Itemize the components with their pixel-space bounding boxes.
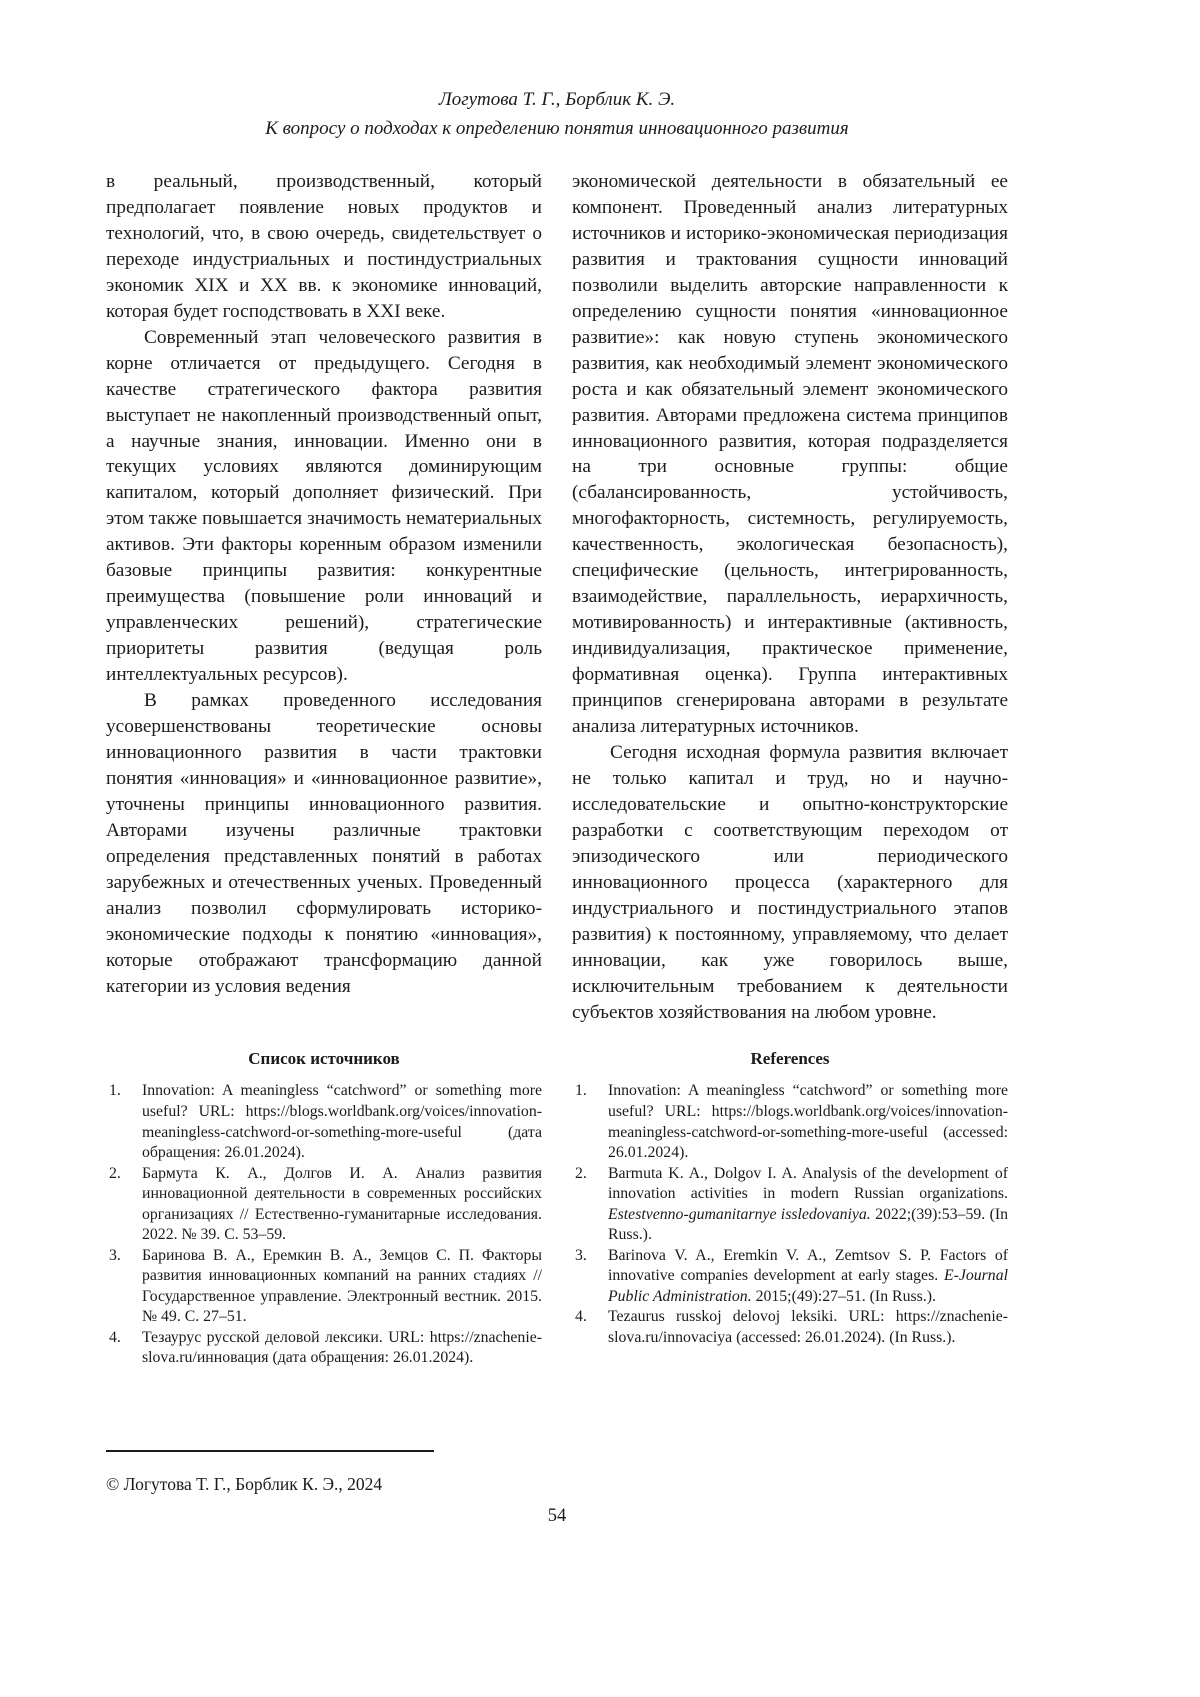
reference-item <box>106 1164 542 1246</box>
reference-text: Innovation: A meaningless “catchword” or something more useful? URL: https://blogs.worldbank.org/voices/innovation-meaningless-catchword-or-something-more-useful (дата обращения: 26.01.2024). <box>142 1082 542 1162</box>
reference-item <box>572 1081 1008 1163</box>
reference-text: Barmuta K. A., Dolgov I. A. Analysis of the development of innovation activities in modern Russian organizations. Estestvenno-gumanitarnye issledovaniya. 2022;(39):53–59. (In Russ.). <box>608 1164 1008 1244</box>
paragraph: в реальный, производственный, который предполагает появление новых продуктов и технологий, что, в свою очередь, свидетельствует о переходе индустриальных и постиндустриальных экономик XIX и XX вв. к экономике инноваций, которая будет господствовать в XXI веке. <box>106 171 542 322</box>
sources-list <box>106 1081 542 1368</box>
reference-number: 1. <box>575 1082 587 1100</box>
reference-number: 4. <box>109 1328 121 1346</box>
right-column-text <box>572 169 1008 1025</box>
running-head-title: К вопросу о подходах к определению понятия инновационного развития <box>265 117 849 139</box>
reference-text: Barinova V. A., Eremkin V. A., Zemtsov S. P. Factors of innovative companies development at early stages. E-Journal Public Administration. 2015;(49):27–51. (In Russ.). <box>608 1246 1008 1305</box>
sources-heading: Список источников <box>248 1049 400 1069</box>
reference-item <box>572 1164 1008 1246</box>
two-column-layout <box>106 169 1008 1369</box>
paragraph: экономической деятельности в обязательный ее компонент. Проведенный анализ литературных источников и историко-экономическая периодизация развития и трактования сущности инноваций позволили выделить авторские направленности к определению сущности понятия «инновационное развитие»: как новую ступень экономического развития, как необходимый элемент экономического роста и как обязательный элемент экономического развития. Авторами предложена система принципов инновационного развития, которая подразделяется на три основные группы: общие (сбалансированность, устойчивость, многофакторность, системность, регулируемость, качественность, экологическая безопасность), специфические (цельность, интегрированность, взаимодействие, параллельность, иерархичность, мотивированность) и интерактивные (активность, индивидуализация, практическое применение, формативная оценка). Группа интерактивных принципов сгенерирована авторами в результате анализа литературных источников. <box>572 171 1008 738</box>
sources-section <box>106 1049 542 1368</box>
reference-number: 3. <box>109 1246 121 1264</box>
reference-item <box>106 1328 542 1369</box>
reference-text: Tezaurus russkoj delovoj leksiki. URL: https://znachenie-slova.ru/innovaciya (accessed: 26.01.2024). (In Russ.). <box>608 1308 1008 1346</box>
reference-number: 2. <box>109 1164 121 1182</box>
reference-item <box>572 1246 1008 1308</box>
page-header <box>106 86 1008 143</box>
paragraph: Современный этап человеческого развития в корне отличается от предыдущего. Сегодня в качестве стратегического фактора развития выступает не накопленный производственный опыт, а научные знания, инновации. Именно они в текущих условиях являются доминирующим капиталом, который дополняет физический. При этом также повышается значимость нематериальных активов. Эти факторы коренным образом изменили базовые принципы развития: конкурентные преимущества (повышение роли инноваций и управленческих решений), стратегические приоритеты развития (ведущая роль интеллектуальных ресурсов). <box>106 326 542 686</box>
reference-item <box>106 1246 542 1328</box>
reference-number: 2. <box>575 1164 587 1182</box>
running-head-authors: Логутова Т. Г., Борблик К. Э. <box>438 89 676 110</box>
reference-item <box>572 1307 1008 1348</box>
copyright-notice: © Логутова Т. Г., Борблик К. Э., 2024 <box>106 1474 383 1494</box>
left-column-text <box>106 169 542 1025</box>
reference-text: Тезаурус русской деловой лексики. URL: https://znachenie-slova.ru/инновация (дата обращения: 26.01.2024). <box>142 1328 542 1367</box>
paragraph: Сегодня исходная формула развития включает не только капитал и труд, но и научно-исследовательские и опытно-конструкторские разработки с соответствующим переходом от эпизодического или периодического инновационного процесса (характерного для индустриального и постиндустриального этапов развития) к постоянному, управляемому, что делает инновации, как уже говорилось выше, исключительным требованием к деятельности субъектов хозяйствования на любом уровне. <box>572 741 1008 1023</box>
page-number: 54 <box>547 1506 567 1526</box>
references-list <box>572 1081 1008 1348</box>
reference-number: 3. <box>575 1246 587 1264</box>
references-heading: References <box>750 1049 830 1069</box>
reference-number: 1. <box>109 1082 121 1100</box>
reference-text: Бармута К. А., Долгов И. А. Анализ развития инновационной деятельности в современных российских организациях // Естественно-гуманитарные исследования. 2022. № 39. С. 53–59. <box>142 1164 542 1244</box>
reference-item <box>106 1081 542 1163</box>
reference-number: 4. <box>575 1308 587 1326</box>
footnote-rule <box>106 1450 434 1452</box>
references-section <box>572 1049 1008 1368</box>
paragraph: В рамках проведенного исследования усовершенствованы теоретические основы инновационного развития в части трактовки понятия «инновация» и «инновационное развитие», уточнены принципы инновационного развития. Авторами изучены различные трактовки определения представленных понятий в работах зарубежных и отечественных ученых. Проведенный анализ позволил сформулировать историко-экономические подходы к понятию «инновация», которые отображают трансформацию данной категории из условия ведения <box>106 690 542 997</box>
reference-text: Innovation: A meaningless “catchword” or something more useful? URL: https://blogs.worldbank.org/voices/innovation-meaningless-catchword-or-something-more-useful (accessed: 26.01.2024). <box>608 1082 1008 1162</box>
reference-text: Баринова В. А., Еремкин В. А., Земцов С. П. Факторы развития инновационных компаний на ранних стадиях // Государственное управление. Электронный вестник. 2015. № 49. С. 27–51. <box>142 1246 542 1326</box>
